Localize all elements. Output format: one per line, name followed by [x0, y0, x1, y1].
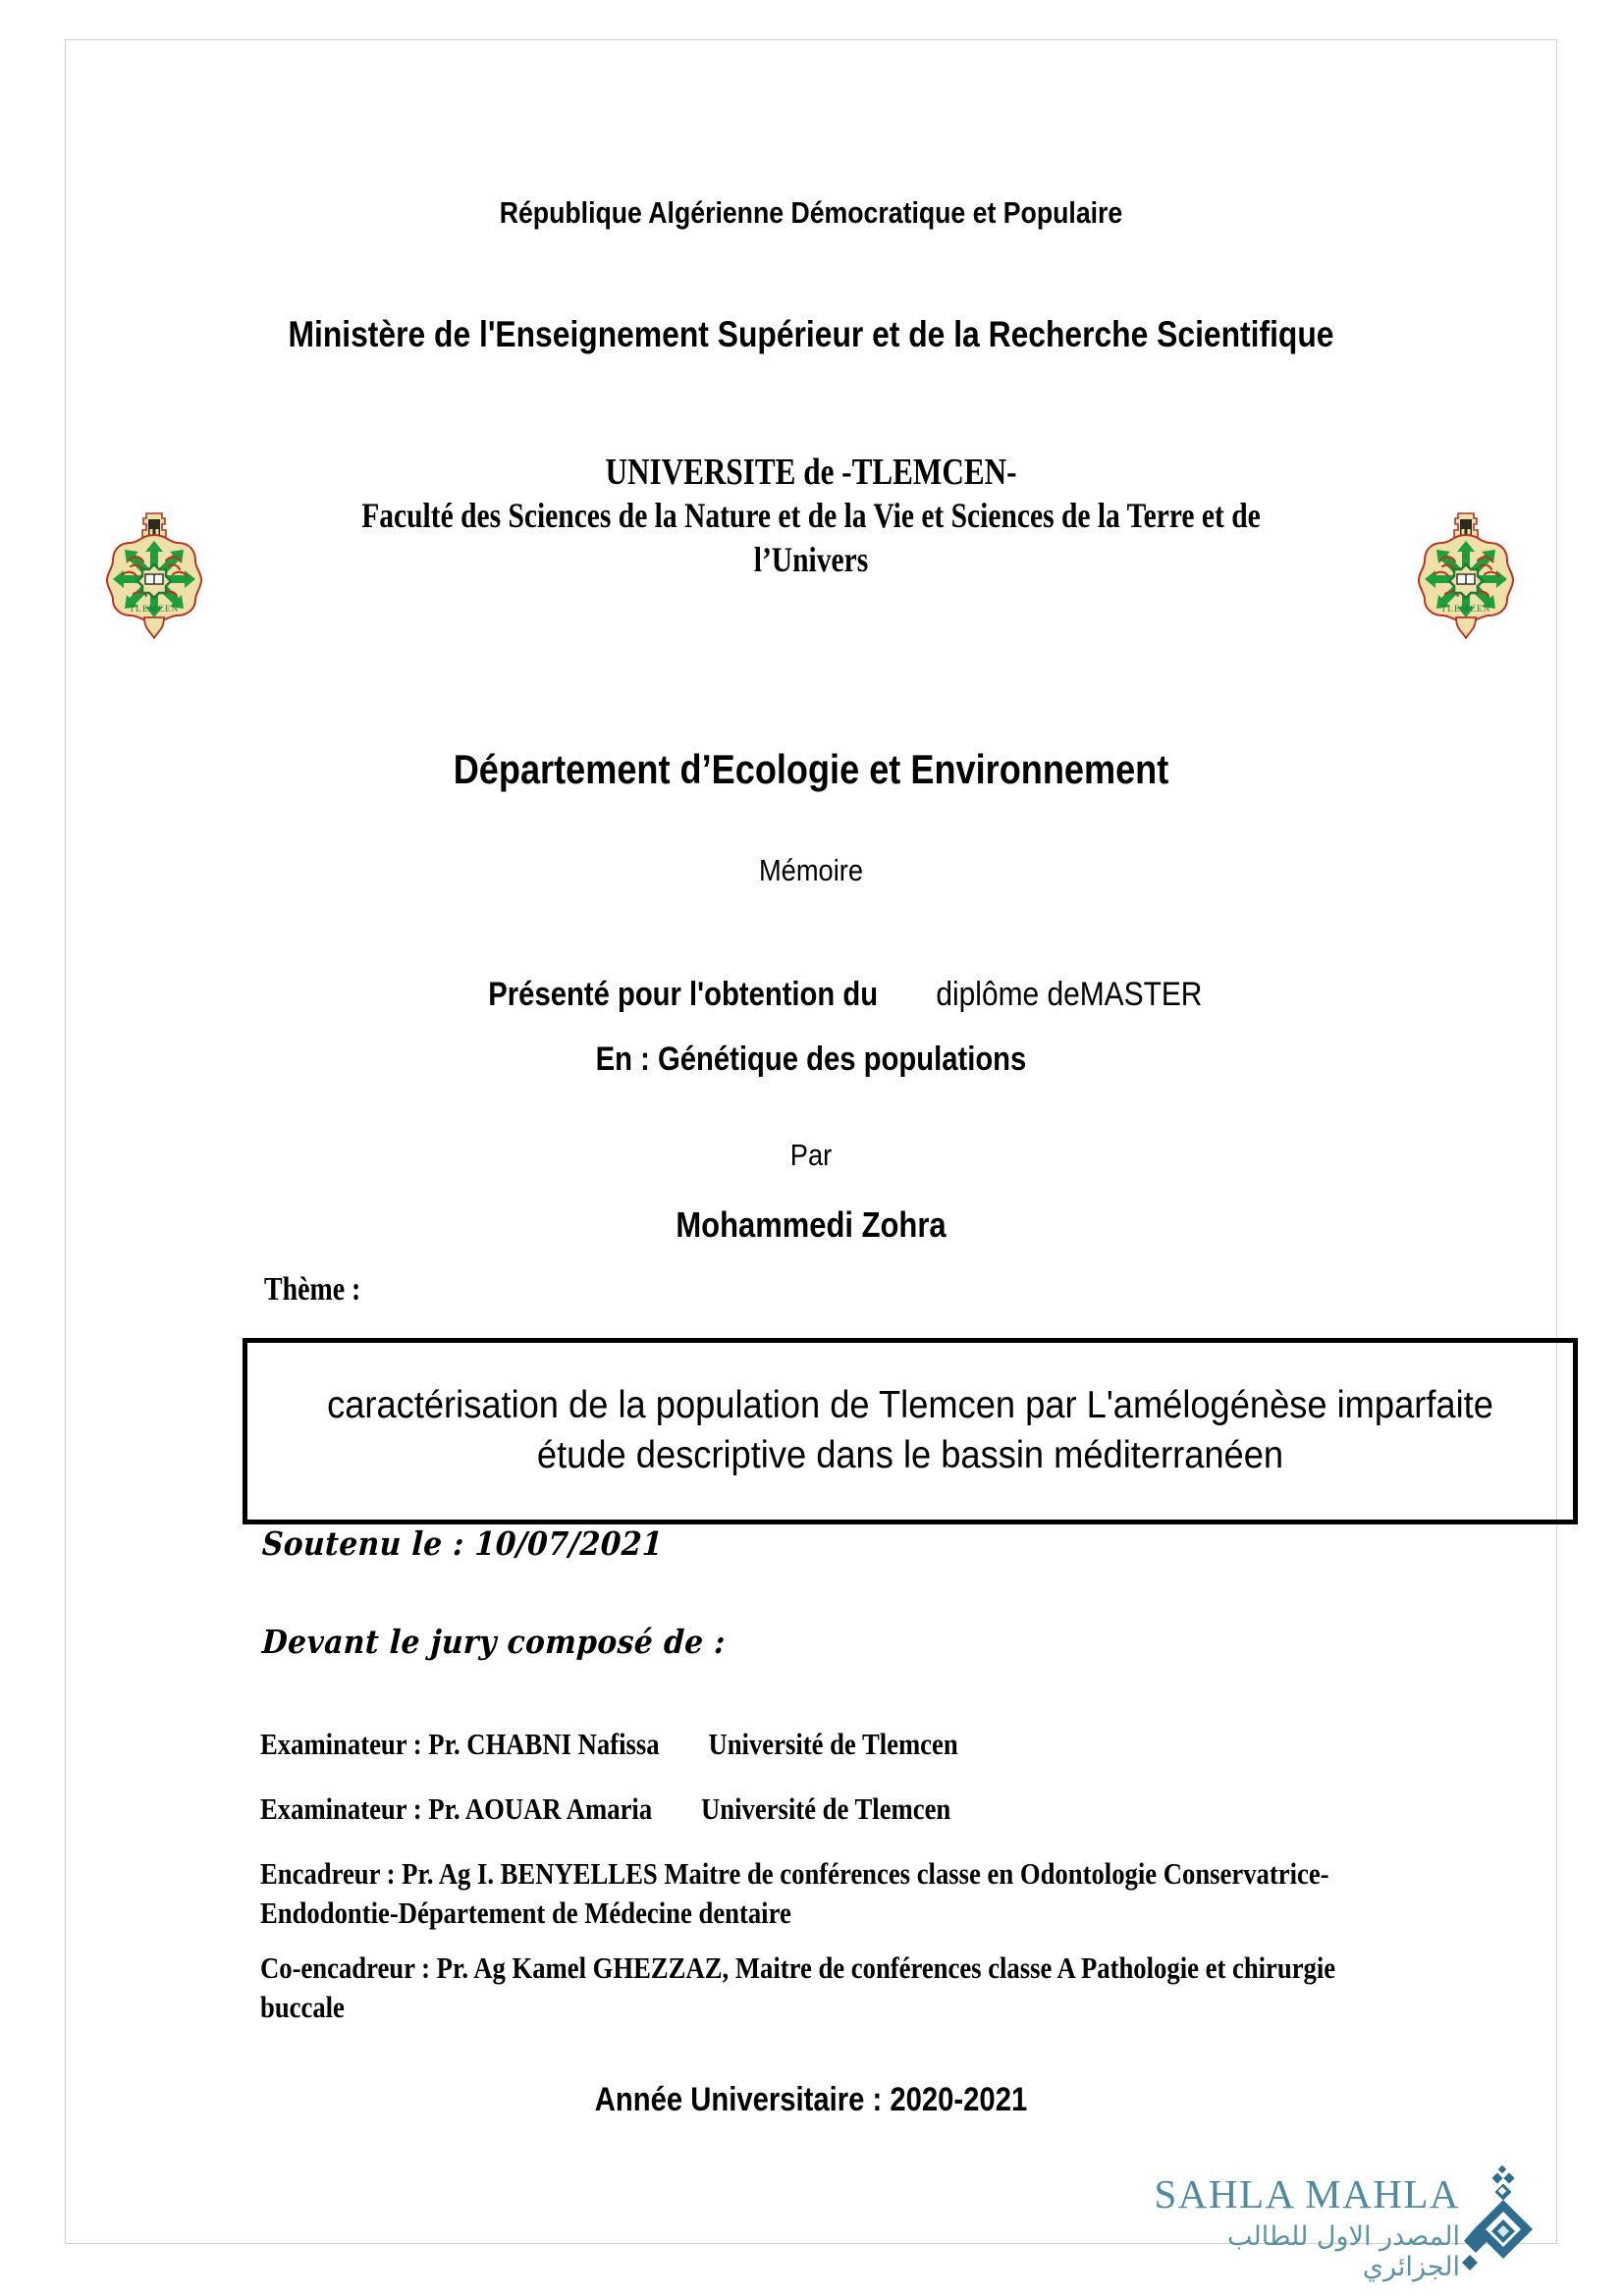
- jury-row: [260, 1854, 1349, 1932]
- sahla-mahla-brand: SAHLA MAHLA: [1154, 2171, 1460, 2216]
- academic-year: Année Universitaire : 2020-2021: [594, 2081, 1028, 2118]
- svg-text:TLEMCEN: TLEMCEN: [129, 604, 180, 614]
- jury-role: Examinateur : Pr. CHABNI Nafissa: [260, 1727, 660, 1761]
- jury-affiliation: Université de Tlemcen: [701, 1791, 951, 1826]
- page-sheet: [65, 39, 1557, 2282]
- svg-text:TLEMCEN: TLEMCEN: [1440, 604, 1491, 614]
- defense-date: Soutenu le : 10/07/2021: [261, 1524, 665, 1563]
- universite-tlemcen-logo: [101, 509, 207, 639]
- memoire-label: Mémoire: [758, 853, 864, 887]
- university-heading: UNIVERSITE de -TLEMCEN-: [605, 452, 1017, 493]
- jury-role: Examinateur : Pr. AOUAR Amaria: [260, 1791, 653, 1826]
- theme-label: Thème :: [264, 1271, 361, 1308]
- specialty-line: En : Génétique des populations: [595, 1041, 1027, 1078]
- jury-row: [260, 1725, 1349, 1764]
- jury-role: Co-encadreur : Pr. Ag Kamel GHEZZAZ, Maitre de conférences classe A Pathologie et chirurgie buccale: [260, 1950, 1336, 2024]
- department-heading: Département d’Ecologie et Environnement: [453, 746, 1169, 792]
- jury-intro: Devant le jury composé de :: [261, 1623, 727, 1661]
- page-content: [66, 40, 1556, 2282]
- theme-title-text: caractérisation de la population de Tlemcen par L'amélogénèse imparfaite étude descriptive dans le bassin méditerranéen: [327, 1384, 1493, 1476]
- author-name: Mohammedi Zohra: [676, 1204, 947, 1245]
- republic-heading: République Algérienne Démocratique et Populaire: [499, 195, 1123, 230]
- presented-regular-text: diplôme deMASTER: [928, 976, 1203, 1014]
- sahla-mahla-tagline: المصدر الاول للطالب الجزائري: [1227, 2221, 1460, 2282]
- jury-row: [260, 1949, 1349, 2026]
- ministry-heading: Ministère de l'Enseignement Supérieur et de la Recherche Scientifique: [288, 314, 1334, 354]
- jury-affiliation: Université de Tlemcen: [708, 1727, 958, 1761]
- universite-tlemcen-logo: [1413, 509, 1519, 639]
- faculty-heading: Faculté des Sciences de la Nature et de la Vie et Sciences de la Terre et de l’Univers: [361, 496, 1269, 579]
- theme-title-box: [243, 1338, 1578, 1524]
- presented-bold-text: Présenté pour l'obtention du: [488, 976, 879, 1014]
- sahla-mahla-watermark: [1126, 2164, 1558, 2282]
- diamond-lattice-icon: [1450, 2164, 1556, 2274]
- jury-role: Encadreur : Pr. Ag I. BENYELLES Maitre de conférences classe en Odontologie Conservatrice-Endodontie-Département de Médecine dentaire: [260, 1856, 1329, 1930]
- by-label: Par: [789, 1138, 833, 1172]
- jury-row: [260, 1789, 1349, 1829]
- presented-for-line: [66, 935, 1556, 1053]
